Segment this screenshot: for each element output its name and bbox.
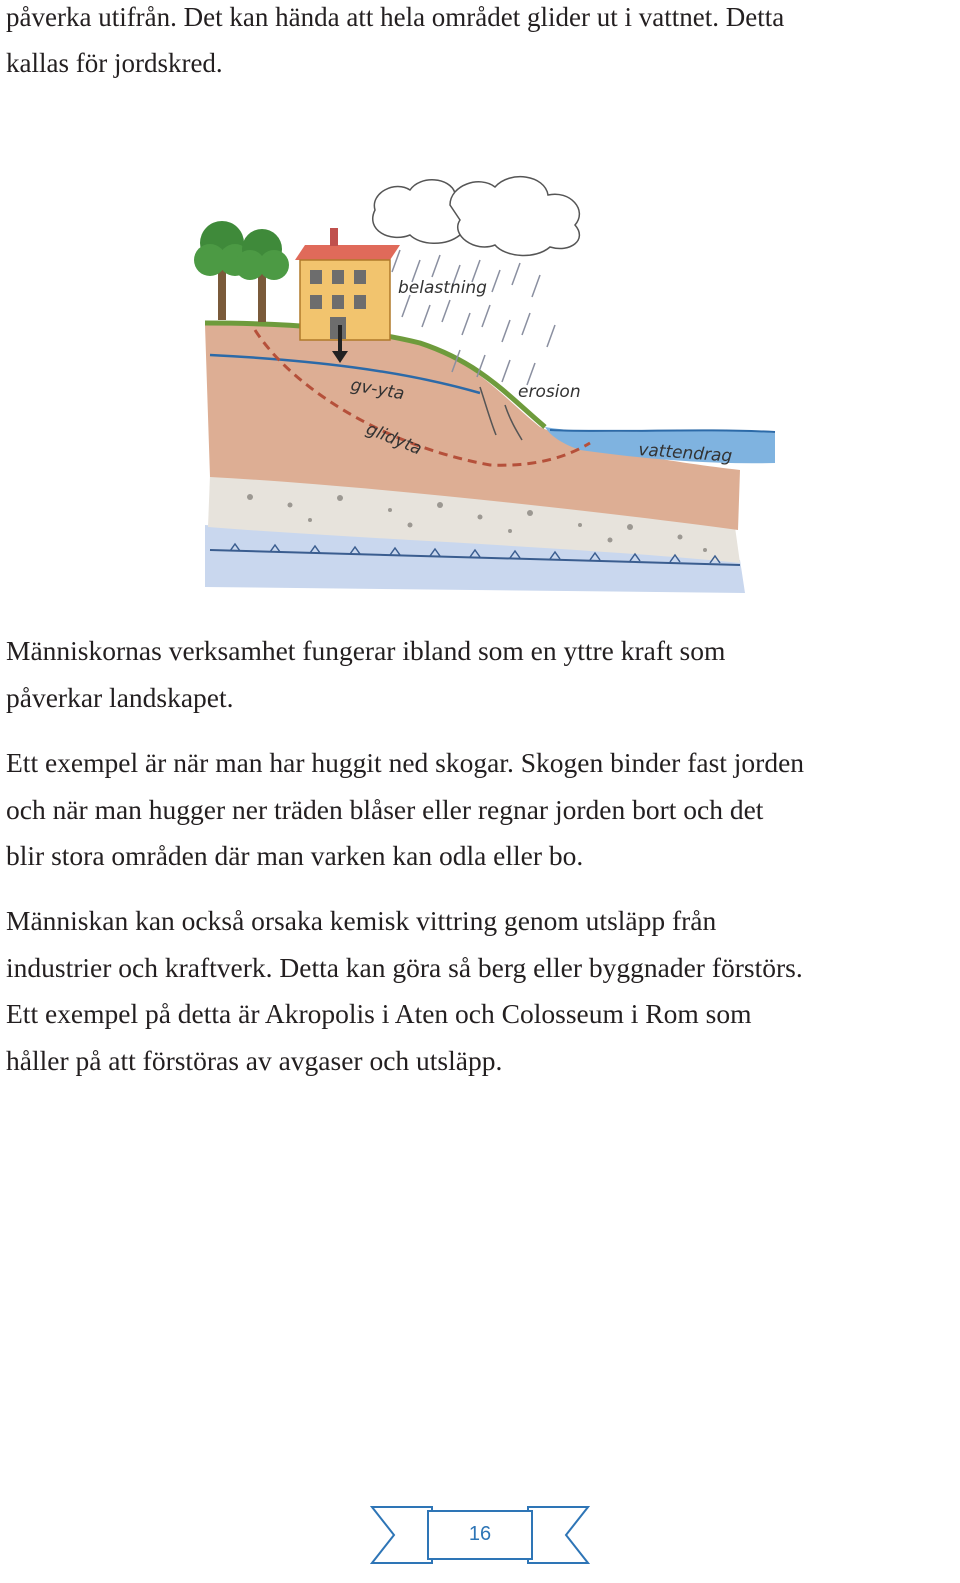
top-paragraph xyxy=(6,0,956,86)
label-load: belastning xyxy=(398,278,487,298)
label-slip-surface: glidyta xyxy=(363,419,425,460)
house xyxy=(295,228,400,340)
paragraph-2-line-3: blir stora områden där man varken kan odla eller bo. xyxy=(6,840,584,871)
paragraph-1 xyxy=(6,628,956,721)
paragraph-2 xyxy=(6,740,956,880)
tree-right xyxy=(235,229,289,322)
label-erosion: erosion xyxy=(518,382,581,402)
label-water: vattendrag xyxy=(637,440,733,467)
label-groundwater: gv-yta xyxy=(349,375,406,405)
paragraph-1-line-1: Människornas verksamhet fungerar ibland som en yttre kraft som xyxy=(6,635,726,666)
top-line-1: påverka utifrån. Det kan hända att hela området glider ut i vattnet. Detta xyxy=(6,2,785,32)
paragraph-3-line-4: håller på att förstöras av avgaser och utsläpp. xyxy=(6,1044,503,1076)
paragraph-3-line-2: industrier och kraftverk. Detta kan göra så berg eller byggnader förstörs. xyxy=(6,951,803,983)
paragraph-2-line-1: Ett exempel är när man har huggit ned skogar. Skogen binder fast jorden xyxy=(6,747,805,778)
paragraph-3-line-3: Ett exempel på detta är Akropolis i Aten och Colosseum i Rom som xyxy=(6,998,752,1029)
paragraph-3 xyxy=(6,898,956,1084)
paragraph-1-line-2: påverkar landskapet. xyxy=(6,681,234,713)
landslide-illustration xyxy=(160,165,800,605)
paragraph-2-line-2: och när man hugger ner träden blåser eller regnar jorden bort och det xyxy=(6,793,764,825)
paragraph-3-line-1: Människan kan också orsaka kemisk vittring genom utsläpp från xyxy=(6,905,717,936)
page-number: 16 xyxy=(468,1523,492,1545)
top-line-2: kallas för jordskred. xyxy=(6,48,223,78)
cloud-group xyxy=(373,177,580,256)
